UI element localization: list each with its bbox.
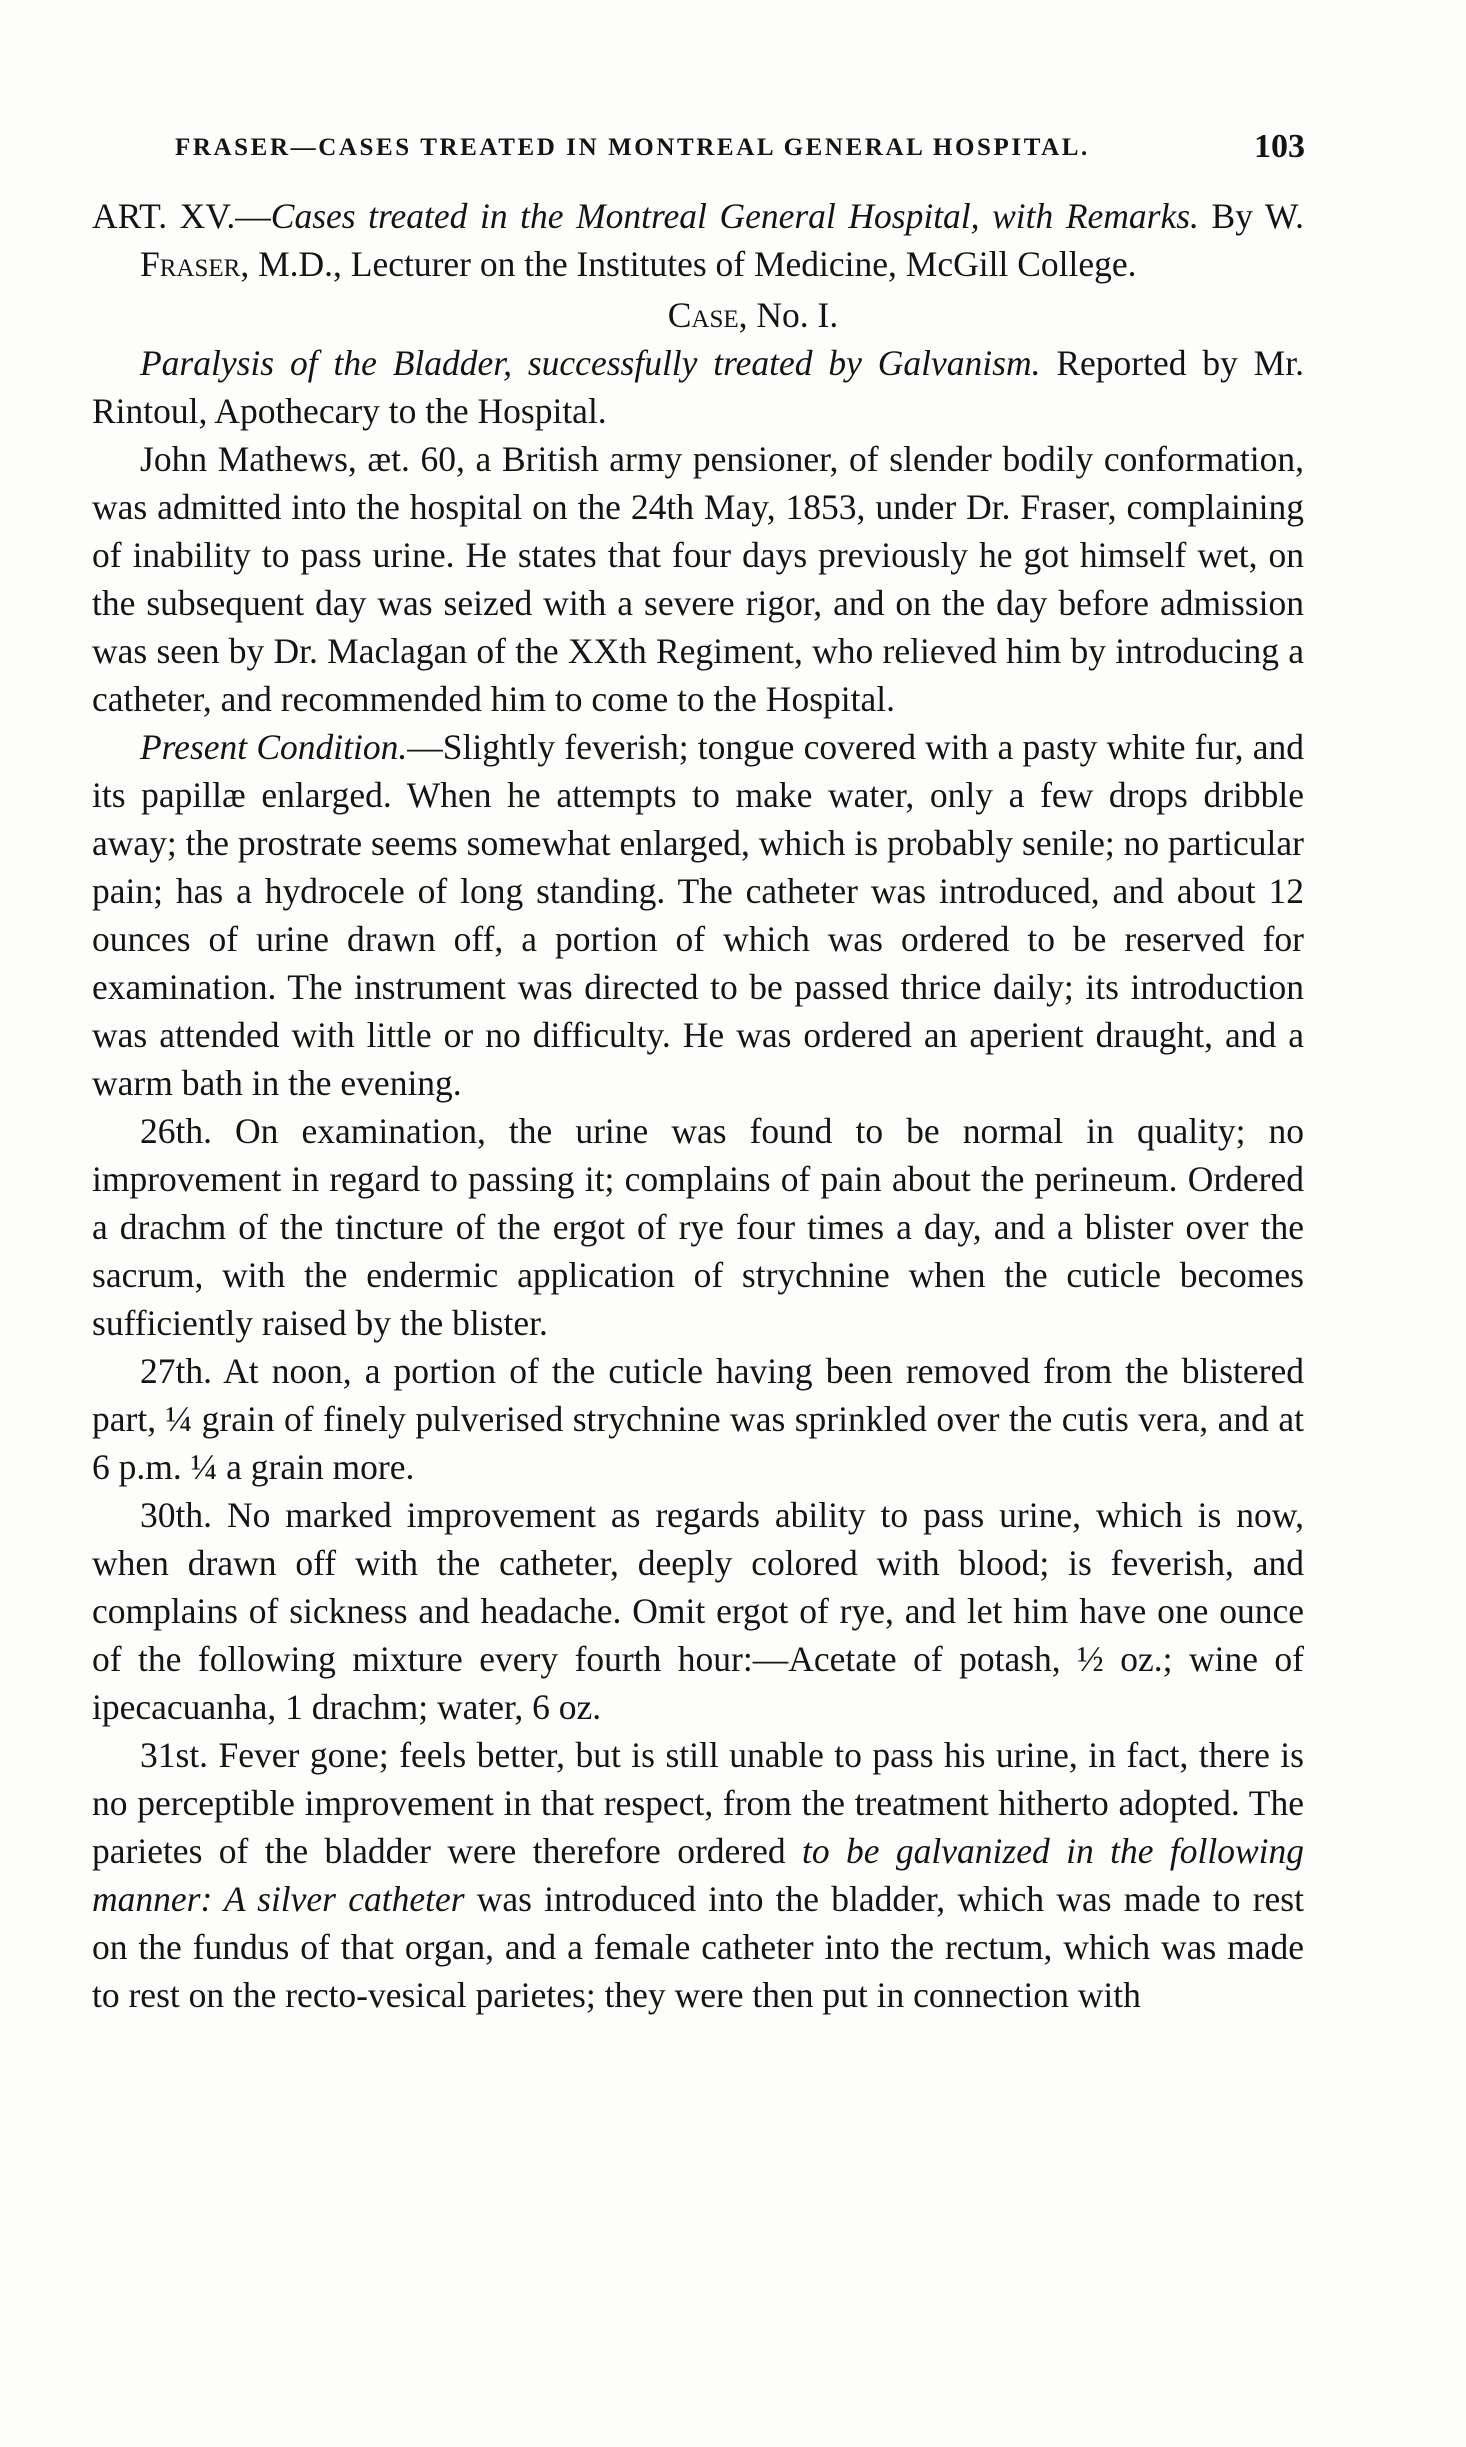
page-number: 103 <box>1254 128 1305 165</box>
article-title: Cases treated in the Montreal General Hospital, with Remarks. <box>270 196 1199 236</box>
article-credentials: , M.D., Lecturer on the Institutes of Medicine, McGill College. <box>240 244 1137 284</box>
paragraph-31st-start: 31st. Fever gone; feels better, but is still unable to pass his urine, in fact, there is no perceptible improvement in that respect, from the treatment hitherto adopted. The parietes of the bladder were therefore ordered <box>92 1735 1304 1871</box>
page-header <box>175 128 1305 172</box>
article-heading <box>92 192 1304 288</box>
paragraph-admission: John Mathews, æt. 60, a British army pensioner, of slender bodily conformation, was admitted into the hospital on the 24th May, 1853, under Dr. Fraser, complaining of inability to pass urine. He states that four days previously he got himself wet, on the subsequent day was seized with a severe rigor, and on the day before admission was seen by Dr. Maclagan of the XXth Regiment, who relieved him by introducing a catheter, and recommended him to come to the Hospital. <box>92 439 1304 719</box>
article-byline: By W. <box>1198 196 1304 236</box>
case-label: Case <box>667 295 739 335</box>
paragraph-26th: 26th. On examination, the urine was found to be normal in quality; no improvement in regard to passing it; complains of pain about the perineum. Ordered a drachm of the tincture of the ergot of rye four times a day, and a blister over the sacrum, with the endermic application of strychnine when the cuticle becomes sufficiently raised by the blister. <box>92 1111 1304 1343</box>
case-title <box>92 291 1304 339</box>
article-author: Fraser <box>140 244 241 284</box>
paragraph-30th: 30th. No marked improvement as regards ability to pass urine, which is now, when drawn off with the catheter, deeply colored with blood; is feverish, and complains of sickness and headache. Omit ergot of rye, and let him have one ounce of the following mixture every fourth hour:—Acetate of potash, ½ oz.; wine of ipecacuanha, 1 drachm; water, 6 oz. <box>92 1495 1304 1727</box>
case-reporter: Reported by Mr. Rintoul, Apothecary to the Hospital. <box>92 343 1304 431</box>
paragraph-present-condition <box>92 723 1304 1107</box>
paragraph-31st-rest: was introduced into the bladder, which was made to rest on the fundus of that organ, and a female catheter into the rectum, which was made to rest on the recto-vesical parietes; they were then put in connection with <box>92 1879 1304 2015</box>
body-text <box>92 192 1304 2019</box>
paragraph-31st <box>92 1731 1304 2019</box>
paragraph-case-subtitle <box>92 339 1304 435</box>
present-condition-heading: Present Condition. <box>140 727 408 767</box>
article-label: ART. XV.— <box>92 196 271 236</box>
case-number: , No. I. <box>738 295 839 335</box>
paragraph-27th: 27th. At noon, a portion of the cuticle having been removed from the blistered part, ¼ grain of finely pulverised strychnine was sprinkled over the cutis vera, and at 6 p.m. ¼ a grain more. <box>92 1351 1304 1487</box>
running-title: FRASER—CASES TREATED IN MONTREAL GENERAL HOSPITAL. <box>175 134 1090 161</box>
paragraph-31st-italic: to be galvanized in the following manner: A silver catheter <box>92 1831 1304 1919</box>
case-subtitle: Paralysis of the Bladder, successfully treated by Galvanism. <box>140 343 1041 383</box>
present-condition-text: —Slightly feverish; tongue covered with a pasty white fur, and its papillæ enlarged. When he attempts to make water, only a few drops dribble away; the prostrate seems somewhat enlarged, which is probably senile; no particular pain; has a hydrocele of long standing. The catheter was introduced, and about 12 ounces of urine drawn off, a portion of which was ordered to be reserved for examination. The instrument was directed to be passed thrice daily; its introduction was attended with little or no difficulty. He was ordered an aperient draught, and a warm bath in the evening. <box>92 727 1304 1103</box>
